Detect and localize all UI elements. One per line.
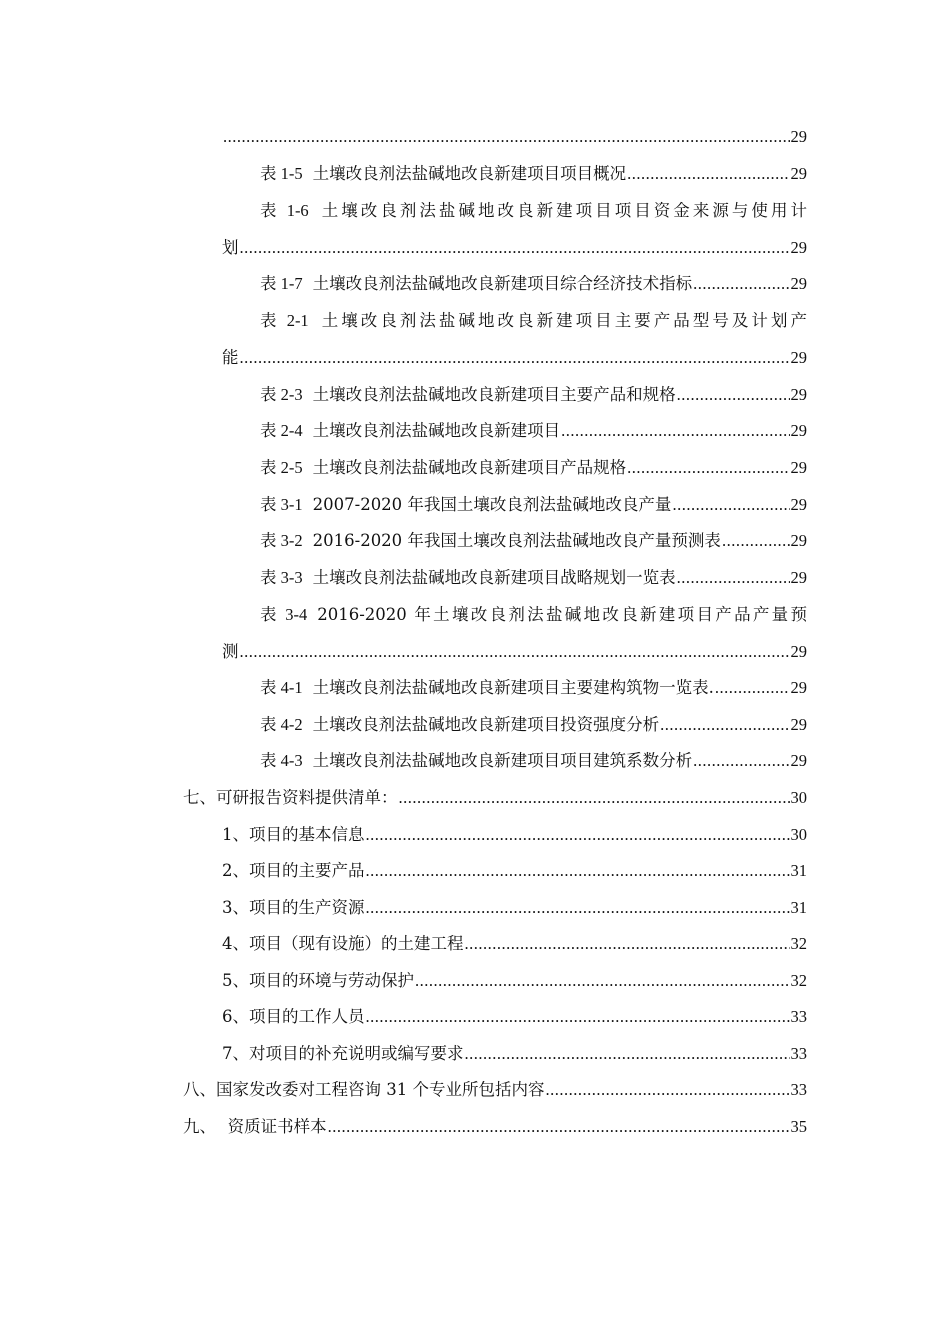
entry-label: 表 1-7 土壤改良剂法盐碱地改良新建项目综合经济技术指标 — [260, 274, 693, 293]
leader-dots — [366, 859, 790, 883]
entry-label: 土壤改良剂法盐碱地改良新建项目项目资金来源与使用计 — [318, 201, 807, 220]
leader-dots — [240, 346, 790, 370]
leader-dots — [240, 640, 790, 664]
page-number: 29 — [790, 568, 807, 587]
page-number: 29 — [790, 458, 807, 477]
page-number: 29 — [790, 678, 807, 697]
page-number: 29 — [790, 164, 807, 183]
leader-dots — [693, 272, 789, 296]
page-number: 30 — [790, 788, 807, 807]
entry-label: 表 3-2 2016-2020 年我国土壤改良剂法盐碱地改良产量预测表 — [260, 531, 721, 550]
toc-entry-continuation[interactable] — [222, 346, 807, 370]
entry-label: 表 2-5 土壤改良剂法盐碱地改良新建项目产品规格 — [260, 458, 627, 477]
leader-dots — [693, 749, 789, 773]
entry-label: 表 4-1 土壤改良剂法盐碱地改良新建项目主要建构筑物一览表. — [260, 678, 714, 697]
toc-entry[interactable] — [222, 823, 807, 847]
page-number: 33 — [790, 1044, 807, 1063]
entry-label-continuation: 能 — [222, 348, 239, 367]
leader-dots — [465, 1042, 790, 1066]
entry-label: 表 2-3 土壤改良剂法盐碱地改良新建项目主要产品和规格 — [260, 385, 676, 404]
toc-section[interactable] — [183, 1115, 807, 1139]
leader-dots — [627, 456, 789, 480]
toc-entry[interactable] — [222, 1042, 807, 1066]
page-number: 29 — [790, 642, 807, 661]
toc-entry[interactable] — [260, 162, 807, 186]
toc-entry-first-line[interactable] — [260, 199, 807, 223]
toc-section[interactable] — [183, 786, 807, 810]
leader-dots — [660, 713, 789, 737]
leader-dots — [465, 932, 790, 956]
leader-dots — [561, 419, 789, 443]
leader-dots — [328, 1115, 790, 1139]
page-number: 29 — [790, 421, 807, 440]
page-number: 29 — [790, 495, 807, 514]
entry-label: 7、对项目的补充说明或编写要求 — [222, 1044, 464, 1063]
entry-label-continuation: 测 — [222, 642, 239, 661]
entry-label: 4、项目（现有设施）的土建工程 — [222, 934, 464, 953]
toc-entry[interactable] — [222, 859, 807, 883]
toc-entry-first-line[interactable] — [260, 309, 807, 333]
entry-label: 表 1-5 土壤改良剂法盐碱地改良新建项目项目概况 — [260, 164, 627, 183]
entry-label: 3、项目的生产资源 — [222, 898, 365, 917]
leader-dots — [722, 529, 790, 553]
section-number: 九、 — [183, 1117, 216, 1136]
page-number: 32 — [790, 934, 807, 953]
page-number: 29 — [790, 715, 807, 734]
page-number: 32 — [790, 971, 807, 990]
toc-entry[interactable] — [222, 932, 807, 956]
toc-entry[interactable] — [260, 456, 807, 480]
entry-label: 表 2-4 土壤改良剂法盐碱地改良新建项目 — [260, 421, 561, 440]
leader-dots — [627, 162, 789, 186]
page-number: 29 — [790, 274, 807, 293]
page-number: 35 — [790, 1117, 807, 1136]
leader-dots — [366, 1005, 790, 1029]
toc-entry[interactable] — [260, 493, 807, 517]
leader-dots — [677, 383, 790, 407]
leader-dots — [715, 676, 790, 700]
toc-entry[interactable] — [222, 1005, 807, 1029]
leader-dots — [399, 786, 790, 810]
entry-label: 表 4-2 土壤改良剂法盐碱地改良新建项目投资强度分析 — [260, 715, 660, 734]
toc-entry[interactable] — [222, 896, 807, 920]
entry-label: 表 3-3 土壤改良剂法盐碱地改良新建项目战略规划一览表 — [260, 568, 676, 587]
entry-label: 5、项目的环境与劳动保护 — [222, 971, 414, 990]
entry-number: 表 2-1 — [260, 311, 309, 330]
toc-entry[interactable] — [260, 676, 807, 700]
page-number: 29 — [790, 127, 807, 146]
leader-dots — [240, 236, 790, 260]
entry-number: 表 3-4 — [260, 605, 308, 624]
entry-label: 土壤改良剂法盐碱地改良新建项目主要产品型号及计划产 — [318, 311, 807, 330]
leader-dots — [223, 125, 790, 149]
page-number: 29 — [790, 751, 807, 770]
toc-section[interactable] — [183, 1078, 807, 1102]
page-number: 29 — [790, 385, 807, 404]
entry-label: 1、项目的基本信息 — [222, 825, 365, 844]
page-number: 31 — [790, 898, 807, 917]
page-number: 29 — [790, 531, 807, 550]
toc-entry[interactable] — [260, 566, 807, 590]
leader-dots — [672, 493, 789, 517]
toc-entry[interactable] — [260, 749, 807, 773]
page-number: 31 — [790, 861, 807, 880]
entry-label-continuation: 划 — [222, 238, 239, 257]
toc-entry-continuation[interactable] — [222, 640, 807, 664]
entry-label: 2016-2020 年土壤改良剂法盐碱地改良新建项目产品产量预 — [317, 605, 807, 624]
leader-dots — [677, 566, 790, 590]
toc-entry[interactable] — [260, 383, 807, 407]
entry-label: 表 4-3 土壤改良剂法盐碱地改良新建项目项目建筑系数分析 — [260, 751, 693, 770]
entry-number: 表 1-6 — [260, 201, 309, 220]
leader-dots — [546, 1078, 790, 1102]
section-label: 七、可研报告资料提供清单： — [183, 788, 398, 807]
toc-entry[interactable] — [260, 713, 807, 737]
entry-label: 表 3-1 2007-2020 年我国土壤改良剂法盐碱地改良产量 — [260, 495, 672, 514]
page-number: 29 — [790, 348, 807, 367]
page-number: 29 — [790, 238, 807, 257]
toc-entry-continuation[interactable] — [222, 236, 807, 260]
entry-label: 6、项目的工作人员 — [222, 1007, 365, 1026]
leader-dots — [366, 896, 790, 920]
toc-entry[interactable] — [222, 125, 807, 149]
toc-entry[interactable] — [222, 969, 807, 993]
page-number: 30 — [790, 825, 807, 844]
toc-entry-first-line[interactable] — [260, 603, 807, 627]
leader-dots — [366, 823, 790, 847]
section-label: 八、国家发改委对工程咨询 31 个专业所包括内容 — [183, 1080, 545, 1099]
page-number: 33 — [790, 1080, 807, 1099]
page-number: 33 — [790, 1007, 807, 1026]
toc-entry[interactable] — [260, 419, 807, 443]
section-label: 资质证书样本 — [227, 1117, 327, 1136]
toc-entry[interactable] — [260, 529, 807, 553]
leader-dots — [415, 969, 790, 993]
toc-entry[interactable] — [260, 272, 807, 296]
entry-label: 2、项目的主要产品 — [222, 861, 365, 880]
